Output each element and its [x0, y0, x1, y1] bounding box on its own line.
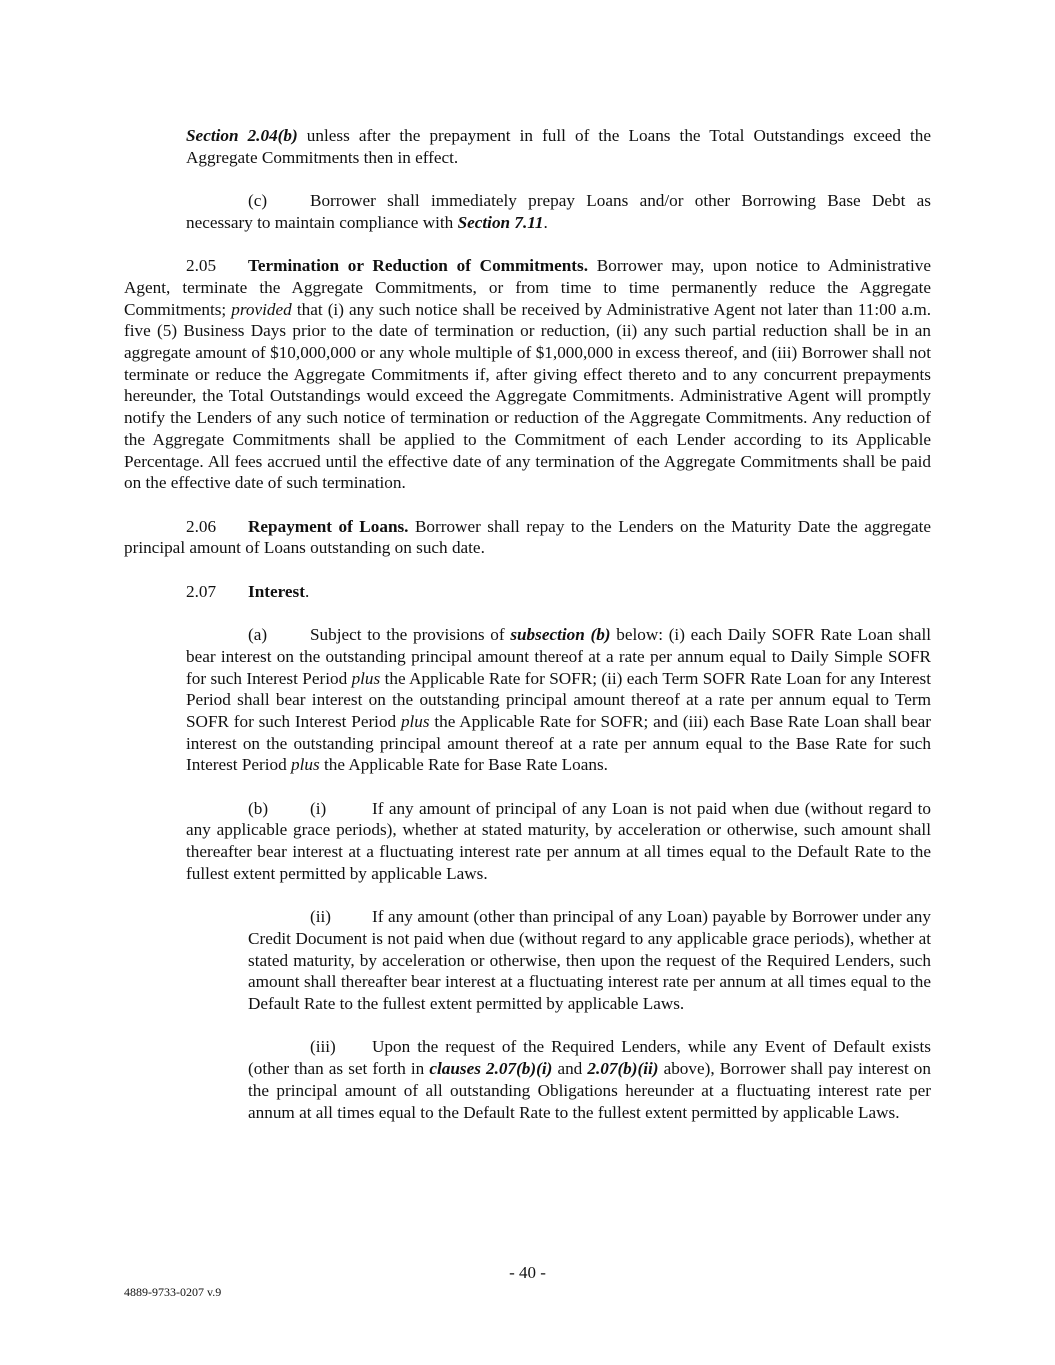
body-text: Borrower may, upon notice to Administrative Agent, terminate the Aggregate Commitments, or from time to time permanently reduce the Aggregate Commitments; — [124, 256, 931, 319]
body-text: . — [543, 212, 548, 232]
body-text: that (i) any such notice shall be received by Administrative Agent not later than 11:00 a.m. five (5) Business Days prior to the date of termination or reduction, (ii) any such partial reduction shall be in an aggregate amount of $10,000,000 or any whole multiple of $1,000,000 in excess thereof, and (iii) Borrower shall not terminate or reduce the Aggregate Commitments if, after giving effect thereto and to any concurrent prepayments hereunder, the Total Outstandings would exceed the Aggregate Commitments. Administrative Agent will promptly notify the Lenders of any such notice of termination or reduction of the Aggregate Commitments. Any reduction of the Aggregate Commitments shall be applied to the Commitment of each Lender according to its Applicable Percentage. All fees accrued until the effective date of any termination of the Aggregate Commitments shall be paid on the effective date of such termination. — [124, 299, 931, 493]
emphasized-text: Interest — [248, 581, 305, 601]
emphasized-text: Termination or Reduction of Commitments. — [248, 256, 589, 276]
body-text: Subject to the provisions of — [310, 625, 511, 645]
section-2-06 — [124, 516, 931, 559]
body-text: below: (i) each Daily SOFR Rate Loan shall bear interest on the outstanding principal amount thereof at a rate per annum equal to Daily Simple SOFR for such Interest Period — [186, 625, 932, 688]
document-id: 4889-9733-0207 v.9 — [124, 1285, 222, 1299]
body-text: Borrower shall immediately prepay Loans and/or other Borrowing Base Debt as necessary to maintain compliance with — [186, 191, 931, 232]
body-text: the Applicable Rate for Base Rate Loans. — [319, 755, 608, 775]
body-text: Borrower shall repay to the Lenders on the Maturity Date the aggregate principal amount of Loans outstanding on such date. — [124, 516, 931, 558]
body-text: . — [304, 581, 310, 601]
clause-label: (c) — [248, 191, 268, 211]
subclause-label: (iii) — [310, 1037, 336, 1057]
emphasized-text: subsection (b) — [510, 625, 611, 645]
subclause-label: (ii) — [310, 907, 331, 927]
body-text: If any amount of principal of any Loan is not paid when due (without regard to any applicable grace periods), whether at stated maturity, by acceleration or otherwise, such amount shall thereafter bear interest at a fluctuating interest rate per annum at all times equal to the Default Rate to the fullest extent permitted by applicable Laws. — [186, 798, 931, 883]
section-2-05 — [124, 255, 931, 494]
emphasized-text: 2.07(b)(ii) — [587, 1059, 659, 1079]
paragraph-continuation — [186, 125, 931, 168]
subclause-label: (i) — [310, 798, 327, 818]
clause-label: (b) — [248, 798, 269, 818]
paragraph-2-07-a — [186, 624, 931, 776]
body-text: the Applicable Rate for SOFR; (ii) each Term SOFR Rate Loan for any Interest Period shall bear interest on the outstanding principal amount thereof at a rate per annum equal to Term SOFR for such Interest Period — [186, 668, 931, 731]
body-text: unless after the prepayment in full of the Loans the Total Outstandings exceed the Aggregate Commitments then in effect. — [186, 126, 931, 167]
emphasized-text: plus — [400, 711, 430, 731]
section-number: 2.05 — [186, 256, 217, 276]
paragraph-2-07-b-i — [186, 798, 931, 885]
clause-label: (a) — [248, 625, 268, 645]
page-number: - 40 - — [509, 1263, 546, 1282]
document-body — [124, 125, 931, 1145]
body-text: above), Borrower shall pay interest on the principal amount of all outstanding Obligations hereunder at a fluctuating interest rate per annum at all times equal to the Default Rate to the fullest extent permitted by applicable Laws. — [248, 1059, 931, 1122]
emphasized-text: plus — [351, 668, 381, 688]
emphasized-text: plus — [291, 755, 320, 775]
paragraph-2-07-b-iii — [248, 1036, 931, 1123]
section-2-07 — [124, 581, 931, 603]
paragraph-2-07-b-ii — [248, 906, 931, 1015]
body-text: Upon the request of the Required Lenders, while any Event of Default exists (other than as set forth in — [248, 1037, 931, 1079]
emphasized-text: provided — [231, 299, 292, 319]
section-number: 2.07 — [186, 581, 217, 601]
emphasized-text: Section 7.11 — [457, 212, 544, 232]
body-text: If any amount (other than principal of any Loan) payable by Borrower under any Credit Document is not paid when due (without regard to any applicable grace periods), whether at stated maturity, by acceleration or otherwise, then upon the request of the Required Lenders, such amount shall thereafter bear interest at a fluctuating interest rate per annum at all times equal to the Default Rate to the fullest extent permitted by applicable Laws. — [248, 907, 931, 1014]
body-text: and — [552, 1059, 588, 1079]
section-number: 2.06 — [186, 516, 217, 536]
emphasized-text: clauses 2.07(b)(i) — [429, 1059, 553, 1079]
emphasized-text: Section 2.04(b) — [186, 126, 298, 145]
emphasized-text: Repayment of Loans. — [248, 516, 409, 536]
paragraph-2-04-c — [186, 190, 931, 233]
body-text: the Applicable Rate for SOFR; and (iii) each Base Rate Loan shall bear interest on the outstanding principal amount thereof at a rate per annum equal to the Base Rate for such Interest Period — [186, 711, 932, 775]
